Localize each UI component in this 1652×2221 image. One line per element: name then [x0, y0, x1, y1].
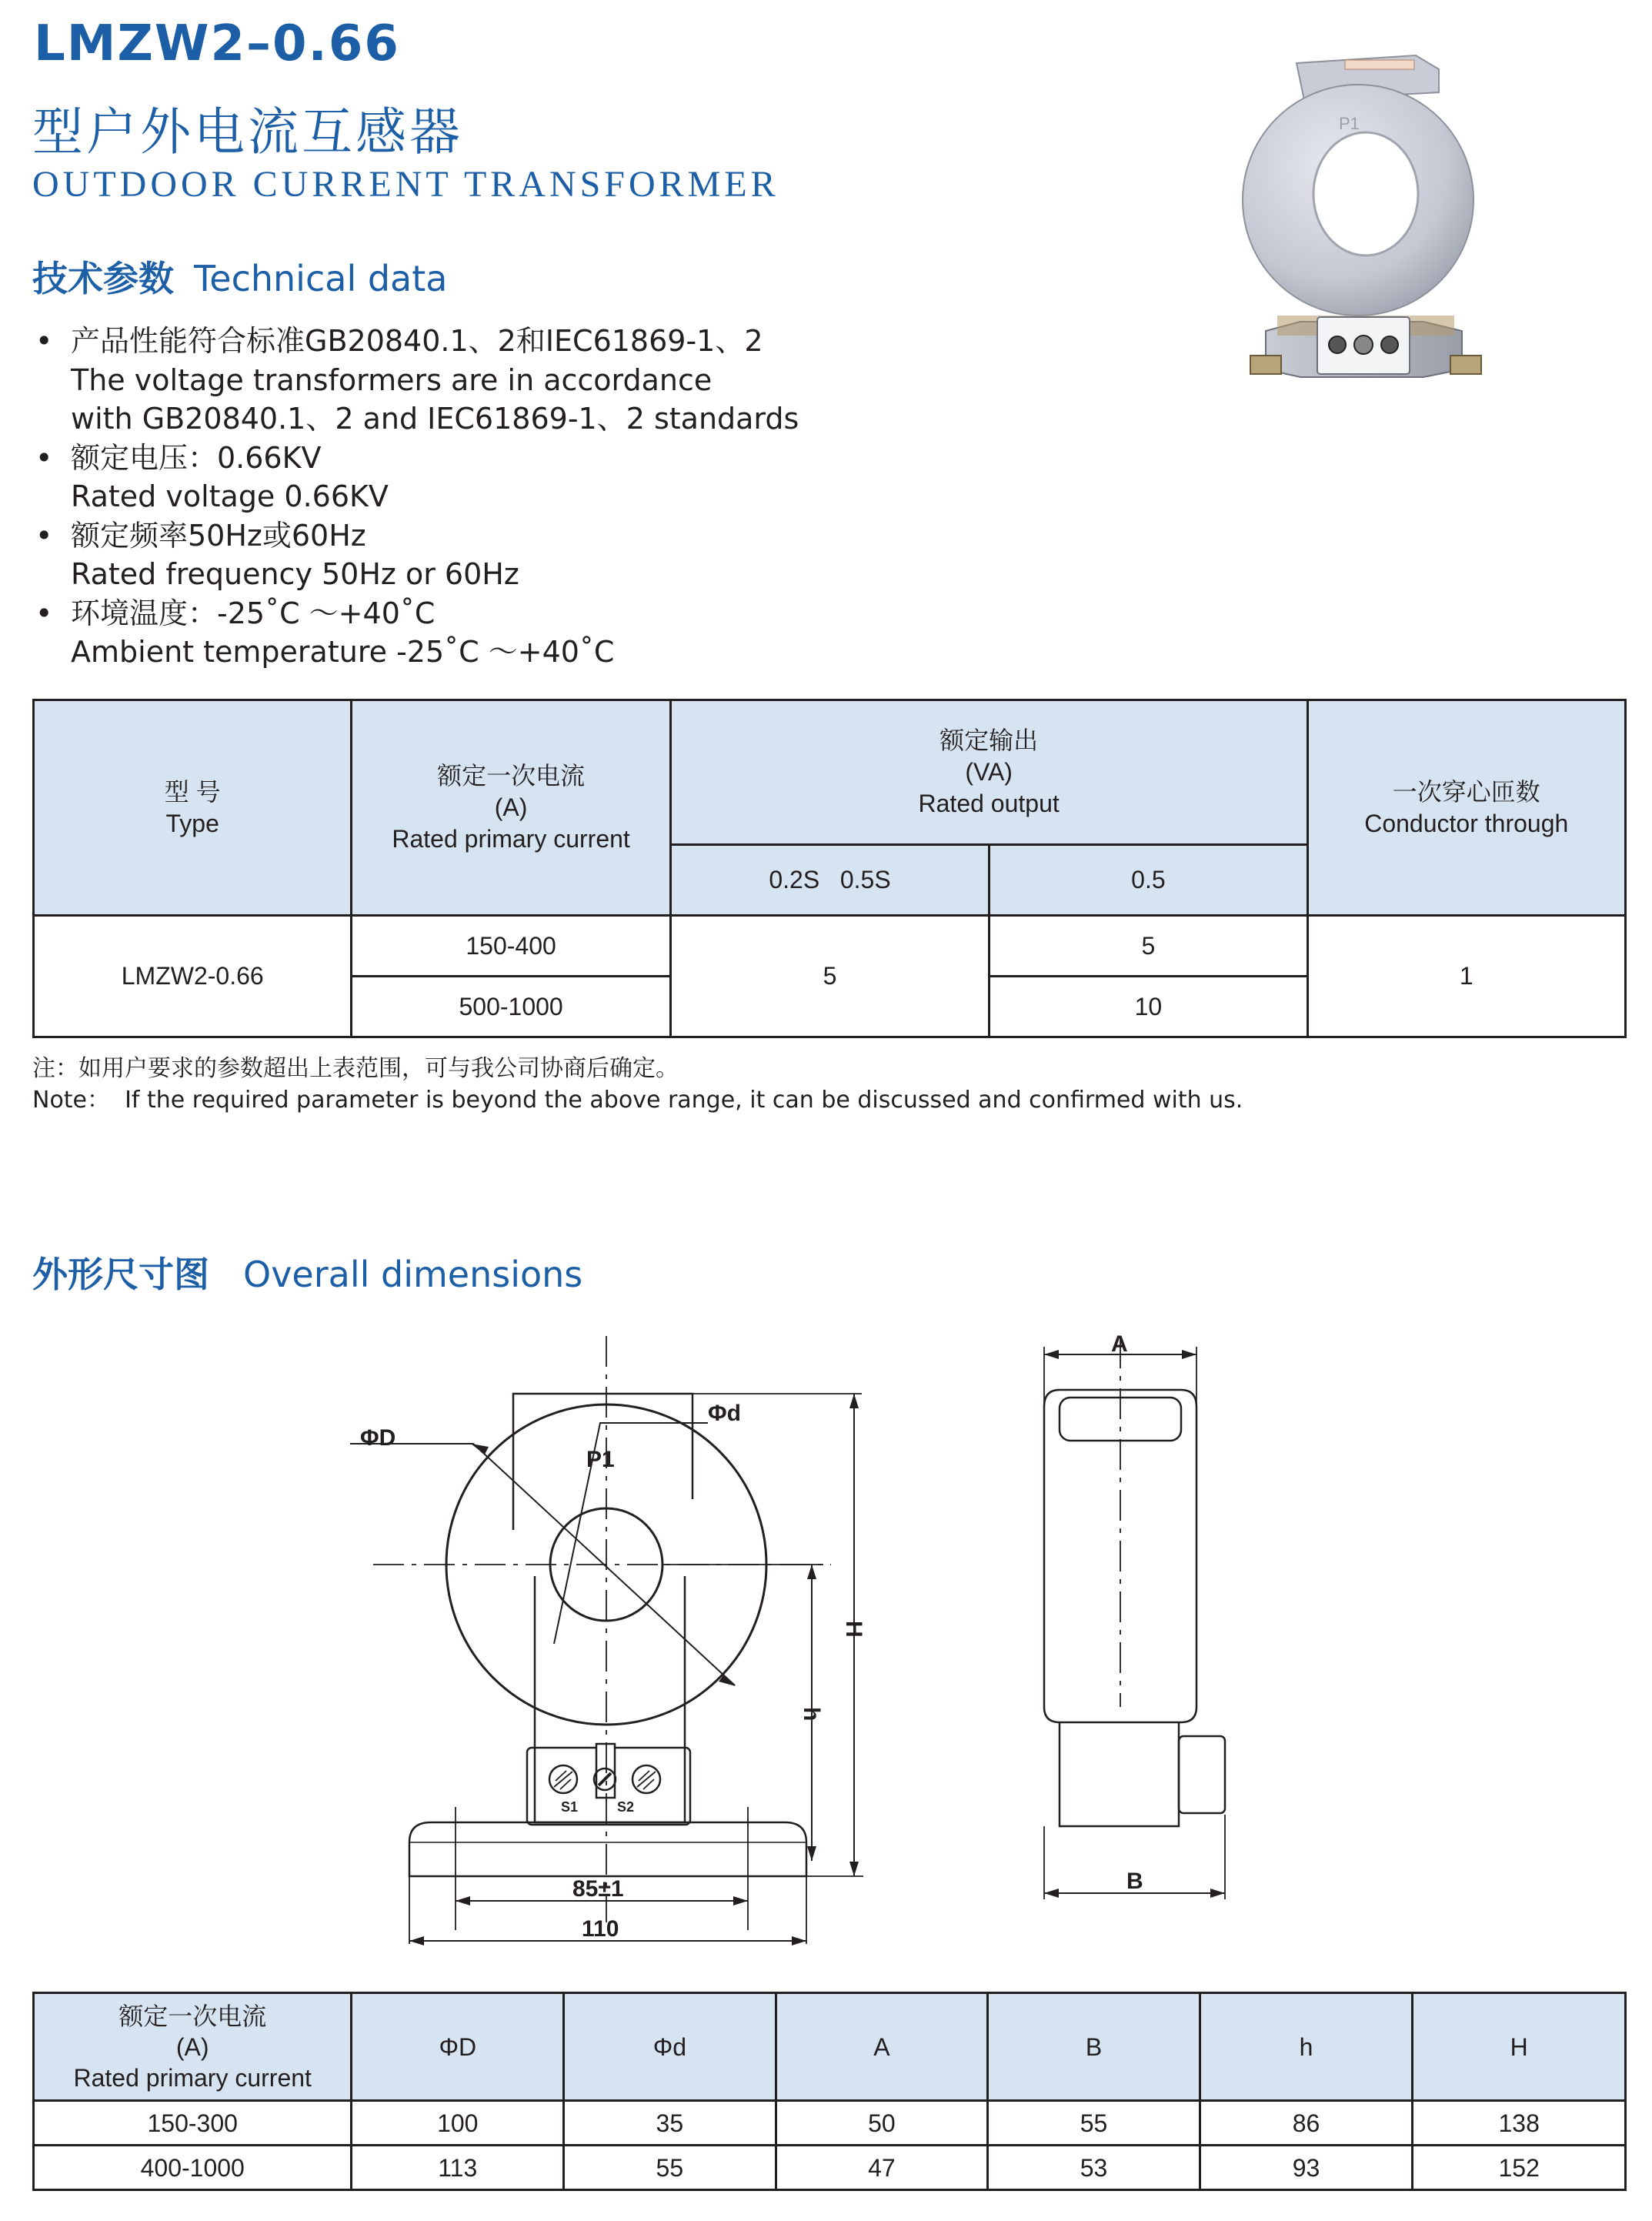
product-title-cn: 型户外电流互感器 [32, 102, 463, 162]
cell-value: 55 [564, 2146, 776, 2190]
label-A: A [1111, 1331, 1128, 1357]
note-en: Note： If the required parameter is beyond the above range, it can be discussed and confirmed with us. [32, 1087, 1243, 1114]
cell-value: 35 [564, 2101, 776, 2146]
label-s1: S1 [561, 1799, 579, 1815]
list-item [35, 439, 799, 516]
product-title-en: OUTDOOR CURRENT TRANSFORMER [32, 164, 779, 205]
label-phi-D: ΦD [360, 1425, 396, 1451]
label-p1: P1 [586, 1447, 615, 1472]
list-item-line: Rated frequency 50Hz or 60Hz [71, 557, 519, 591]
label-s2: S2 [617, 1799, 635, 1815]
technical-data-list [35, 322, 799, 672]
header-current-en: Rated primary current [73, 2063, 312, 2092]
product-photo [1231, 38, 1493, 423]
cell-current: 500-1000 [352, 977, 670, 1037]
label-B: B [1126, 1869, 1143, 1894]
header-h: h [1200, 1993, 1413, 2101]
bullet-dot: • [35, 596, 53, 630]
photo-p1-mark: P1 [1339, 114, 1360, 133]
header-current-unit: (A) [175, 2032, 209, 2061]
list-item-line: 额定频率50Hz或60Hz [71, 518, 366, 553]
list-item [35, 516, 799, 594]
header-output-unit: (VA) [965, 758, 1013, 786]
cell-value: 53 [988, 2146, 1200, 2190]
list-item-line: 环境温度：-25˚C ～+40˚C [71, 596, 436, 630]
dimension-drawing [308, 1322, 1308, 1953]
product-model: LMZW2–0.66 [34, 15, 400, 72]
header-turns-cn: 一次穿心匝数 [1392, 777, 1540, 806]
header-output-class-02s: 0.2S 0.5S [670, 845, 989, 916]
cell-value: 100 [352, 2101, 564, 2146]
overall-dimensions-title-cn: 外形尺寸图 [32, 1254, 209, 1295]
front-view [350, 1336, 863, 1945]
cell-current: 400-1000 [34, 2146, 352, 2190]
technical-data-title-cn: 技术参数 [32, 258, 174, 299]
header-phi-D: ΦD [352, 1993, 564, 2101]
table-row [34, 2101, 1626, 2146]
technical-data-title-en: Technical data [194, 258, 448, 299]
label-h: h [799, 1707, 824, 1722]
cell-current: 150-400 [352, 916, 670, 977]
list-item-line: 产品性能符合标准GB20840.1、2和IEC61869-1、2 [71, 324, 763, 358]
cell-value: 138 [1413, 2101, 1626, 2146]
header-rated-current [34, 1993, 352, 2101]
overall-dimensions-title [32, 1247, 582, 1298]
header-turns-en: Conductor through [1364, 809, 1569, 837]
spec-table [32, 699, 1627, 1038]
cell-value: 152 [1413, 2146, 1626, 2190]
note-cn: 注：如用户要求的参数超出上表范围，可与我公司协商后确定。 [32, 1055, 679, 1082]
header-output-cn: 额定输出 [939, 726, 1039, 754]
bullet-dot: • [35, 518, 53, 553]
label-H: H [841, 1621, 866, 1638]
header-output-en: Rated output [918, 790, 1060, 817]
label-phi-d: Φd [708, 1401, 741, 1426]
header-rated-current [352, 700, 670, 916]
cell-value: 113 [352, 2146, 564, 2190]
header-A: A [776, 1993, 988, 2101]
cell-turns: 1 [1307, 916, 1625, 1037]
list-item-line: Rated voltage 0.66KV [71, 479, 389, 513]
header-current-unit: (A) [494, 793, 528, 821]
list-item-line: with GB20840.1、2 and IEC61869-1、2 standards [71, 402, 799, 436]
header-conductor-through [1307, 700, 1625, 916]
dimension-table [32, 1992, 1627, 2191]
header-output-class-05: 0.5 [990, 845, 1307, 916]
cell-value: 47 [776, 2146, 988, 2190]
bullet-dot: • [35, 440, 53, 475]
list-item-line: The voltage transformers are in accordance [71, 362, 713, 397]
cell-value: 55 [988, 2101, 1200, 2146]
header-phi-d: Φd [564, 1993, 776, 2101]
header-type-cn: 型 号 [164, 777, 221, 806]
cell-output-02s: 5 [670, 916, 989, 1037]
cell-value: 50 [776, 2101, 988, 2146]
note [32, 1053, 1243, 1116]
side-view [1044, 1338, 1225, 1899]
list-item-line: Ambient temperature -25˚C ～+40˚C [71, 635, 615, 669]
header-type-en: Type [165, 809, 219, 837]
label-85: 85±1 [572, 1876, 624, 1902]
header-B: B [988, 1993, 1200, 2101]
list-item [35, 594, 799, 672]
header-rated-output [670, 700, 1307, 845]
header-current-cn: 额定一次电流 [118, 2002, 267, 2030]
label-110: 110 [582, 1916, 619, 1942]
cell-value: 86 [1200, 2101, 1413, 2146]
list-item [35, 322, 799, 439]
cell-current: 150-300 [34, 2101, 352, 2146]
overall-dimensions-title-en: Overall dimensions [243, 1254, 583, 1295]
cell-output-05: 5 [990, 916, 1307, 977]
bullet-dot: • [35, 324, 53, 358]
cell-type: LMZW2-0.66 [34, 916, 352, 1037]
cell-value: 93 [1200, 2146, 1413, 2190]
header-current-en: Rated primary current [392, 825, 630, 853]
header-current-cn: 额定一次电流 [437, 762, 586, 790]
technical-data-title [32, 251, 447, 302]
table-row [34, 2146, 1626, 2190]
cell-output-05: 10 [990, 977, 1307, 1037]
list-item-line: 额定电压：0.66KV [71, 440, 322, 475]
header-H: H [1413, 1993, 1626, 2101]
header-type [34, 700, 352, 916]
